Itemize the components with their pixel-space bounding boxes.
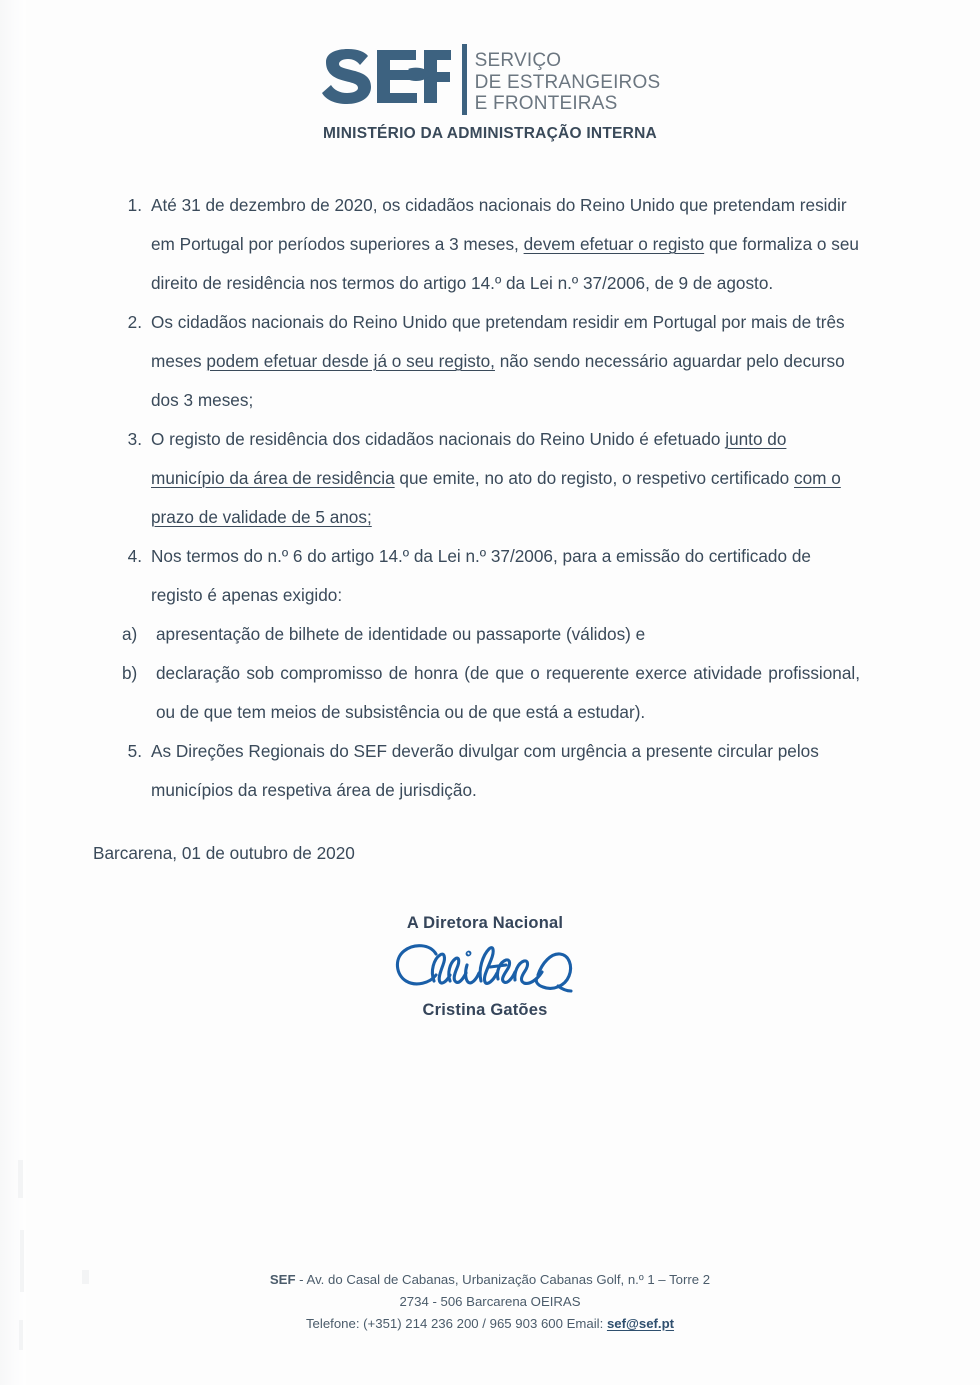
document-header bbox=[0, 44, 980, 143]
list-marker: 3. bbox=[127, 429, 142, 449]
text-run-underlined: devem efetuar o registo bbox=[523, 234, 705, 254]
footer-org: SEF bbox=[269, 1272, 296, 1287]
list-item-text bbox=[151, 420, 860, 537]
sef-wordmark-icon bbox=[320, 46, 452, 108]
text-run: Até 31 de dezembro de 2020, os cidadãos nacionais do Reino Unido que pretendam residir em Portugal por períodos superiores a 3 meses, bbox=[151, 195, 847, 254]
footer-address: - Av. do Casal de Cabanas, Urbanização Cabanas Golf, n.º 1 – Torre 2 bbox=[295, 1272, 711, 1287]
list-item-text bbox=[151, 186, 860, 303]
place-and-date: Barcarena, 01 de outubro de 2020 bbox=[93, 843, 355, 863]
list-marker: a) bbox=[122, 624, 138, 644]
list-item bbox=[120, 615, 860, 654]
signatory-name: Cristina Gatões bbox=[422, 1001, 548, 1019]
sef-logo-line-3: E FRONTEIRAS bbox=[474, 93, 618, 114]
list-item bbox=[120, 420, 860, 537]
list-item-text: Nos termos do n.º 6 do artigo 14.º da Lei n.º 37/2006, para a emissão do certificado de registo é apenas exigido: bbox=[151, 546, 811, 605]
text-run-underlined: com o prazo de validade de 5 anos; bbox=[151, 468, 841, 527]
sef-logo-words bbox=[462, 44, 661, 115]
text-run-underlined: junto do município da área de residência bbox=[151, 429, 787, 488]
footer-phone: Telefone: (+351) 214 236 200 / 965 903 600 Email: bbox=[305, 1316, 607, 1331]
list-item bbox=[120, 654, 860, 732]
footer-postal-line: 2734 - 506 Barcarena OEIRAS bbox=[399, 1294, 581, 1309]
list-item bbox=[120, 537, 860, 615]
sef-logo-line-1: SERVIÇO bbox=[474, 50, 562, 71]
footer-address-line bbox=[0, 1269, 980, 1291]
list-item bbox=[120, 732, 860, 810]
circular-body bbox=[120, 186, 860, 810]
scan-edge-artifact bbox=[0, 0, 26, 1385]
list-item-text bbox=[151, 303, 860, 420]
text-run: que emite, no ato do registo, o respetivo certificado bbox=[394, 468, 794, 488]
document-footer bbox=[0, 1269, 980, 1335]
signature-block bbox=[0, 914, 980, 1020]
footer-contact-line bbox=[0, 1313, 980, 1335]
list-marker: 4. bbox=[127, 546, 142, 566]
sef-logo-mark bbox=[320, 46, 452, 118]
list-marker: 2. bbox=[127, 312, 142, 332]
footer-email-link[interactable]: sef@sef.pt bbox=[606, 1316, 675, 1331]
scan-speck bbox=[18, 1160, 23, 1198]
list-item bbox=[120, 303, 860, 420]
text-run: Os cidadãos nacionais do Reino Unido que pretendam residir em Portugal por mais de três meses bbox=[151, 312, 845, 371]
list-item-text: apresentação de bilhete de identidade ou passaporte (válidos) e bbox=[156, 624, 646, 644]
signature-inner bbox=[390, 914, 580, 1020]
ministry-subtitle: MINISTÉRIO DA ADMINISTRAÇÃO INTERNA bbox=[323, 125, 657, 142]
signatory-title: A Diretora Nacional bbox=[406, 914, 564, 932]
sef-logo bbox=[320, 44, 661, 116]
handwritten-signature-icon bbox=[390, 937, 580, 999]
list-marker: 1. bbox=[127, 195, 142, 215]
sef-logo-line-2: DE ESTRANGEIROS bbox=[474, 71, 661, 93]
list-marker: b) bbox=[122, 663, 138, 683]
text-run: O registo de residência dos cidadãos nacionais do Reino Unido é efetuado bbox=[151, 429, 726, 449]
list-item bbox=[120, 186, 860, 303]
list-marker: 5. bbox=[127, 741, 142, 761]
text-run-underlined: podem efetuar desde já o seu registo, bbox=[206, 351, 495, 371]
text-run: que formaliza o seu direito de residência nos termos do artigo 14.º da Lei n.º 37/2006, de 9 de agosto. bbox=[151, 234, 859, 293]
list-item-text: declaração sob compromisso de honra (de que o requerente exerce atividade profissional, ou de que tem meios de subsistência ou de que está a estudar). bbox=[156, 663, 860, 722]
list-item-text: As Direções Regionais do SEF deverão divulgar com urgência a presente circular pelos municípios da respetiva área de jurisdição. bbox=[151, 741, 819, 800]
text-run: não sendo necessário aguardar pelo decurso dos 3 meses; bbox=[151, 351, 845, 410]
